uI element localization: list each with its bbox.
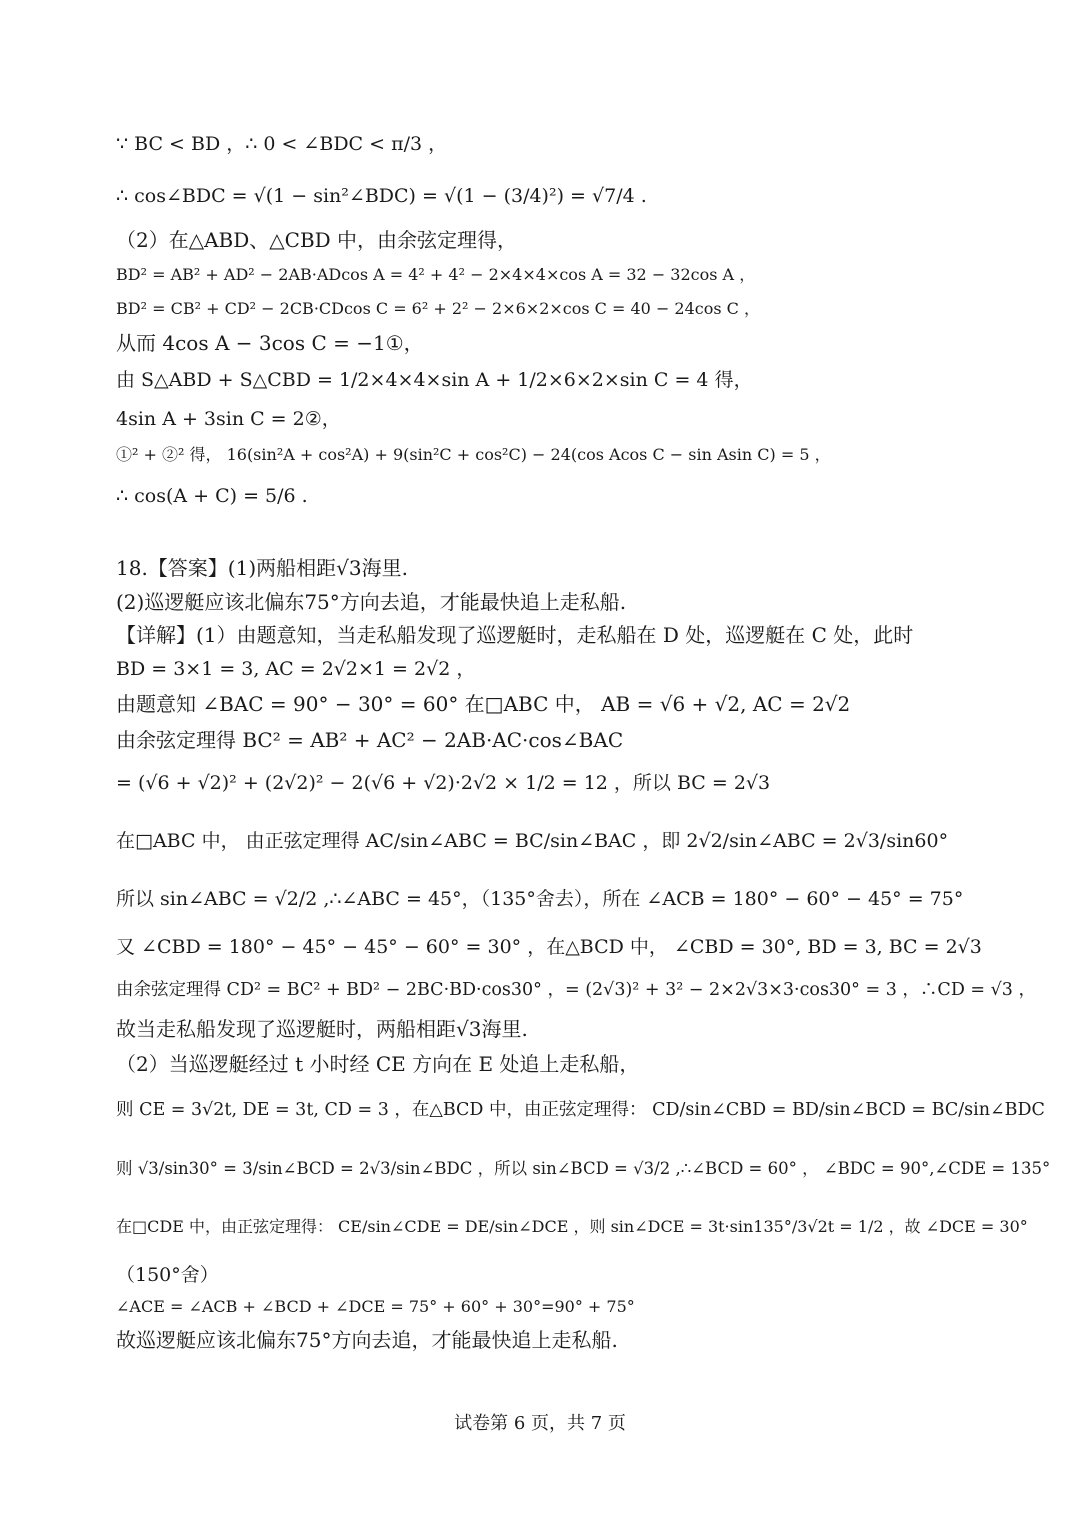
solution-line: （2）当巡逻艇经过 t 小时经 CE 方向在 E 处追上走私船，: [116, 1052, 640, 1076]
solution-line: ∵ BC < BD ，∴ 0 < ∠BDC < π/3 ，: [116, 133, 448, 155]
solution-line: ∠ACE = ∠ACB + ∠BCD + ∠DCE = 75° + 60° + 30°=90° + 75°: [116, 1297, 635, 1316]
solution-line: BD = 3×1 = 3, AC = 2√2×1 = 2√2 ，: [116, 658, 476, 680]
solution-line: 由 S△ABD + S△CBD = 1/2×4×4×sin A + 1/2×6×2×sin C = 4 得，: [116, 369, 753, 391]
solution-line: 故巡逻艇应该北偏东75°方向去追，才能最快追上走私船.: [116, 1328, 618, 1352]
solution-line: 所以 sin∠ABC = √2/2 ,∴∠ABC = 45°，（135°舍去），所在 ∠ACB = 180° − 60° − 45° = 75°: [116, 888, 964, 910]
solution-line: 由题意知 ∠BAC = 90° − 30° = 60° 在□ABC 中， AB = √6 + √2, AC = 2√2: [116, 692, 851, 716]
solution-line: BD² = CB² + CD² − 2CB·CDcos C = 6² + 2² − 2×6×2×cos C = 40 − 24cos C ，: [116, 299, 761, 318]
detail-heading: 【详解】(1）由题意知，当走私船发现了巡逻艇时，走私船在 D 处，巡逻艇在 C 处，此时: [116, 623, 914, 647]
solution-line: 由余弦定理得 BC² = AB² + AC² − 2AB·AC·cos∠BAC: [116, 728, 624, 752]
solution-line: 在□ABC 中， 由正弦定理得 AC/sin∠ABC = BC/sin∠BAC ，即 2√2/sin∠ABC = 2√3/sin60°: [116, 830, 949, 852]
solution-line: 由余弦定理得 CD² = BC² + BD² − 2BC·BD·cos30° ，= (2√3)² + 3² − 2×2√3×3·cos30° = 3 ，∴CD = √3 ，: [116, 980, 1036, 1000]
solution-line: ①² + ②² 得， 16(sin²A + cos²A) + 9(sin²C + cos²C) − 24(cos Acos C − sin Asin C) = 5 ，: [116, 445, 831, 464]
solution-line: （2）在△ABD、△CBD 中，由余弦定理得，: [116, 228, 518, 252]
solution-line: BD² = AB² + AD² − 2AB·ADcos A = 4² + 4² − 2×4×4×cos A = 32 − 32cos A ，: [116, 265, 756, 284]
solution-line: 故当走私船发现了巡逻艇时，两船相距√3海里.: [116, 1017, 528, 1041]
solution-line: 从而 4cos A − 3cos C = −1①，: [116, 331, 424, 355]
answer-heading: 18.【答案】(1)两船相距√3海里.: [116, 556, 408, 580]
solution-line: （150°舍）: [116, 1264, 219, 1286]
solution-line: = (√6 + √2)² + (2√2)² − 2(√6 + √2)·2√2 × 1/2 = 12 ，所以 BC = 2√3: [116, 772, 771, 794]
solution-line: 又 ∠CBD = 180° − 45° − 45° − 60° = 30° ，在△BCD 中， ∠CBD = 30°, BD = 3, BC = 2√3: [116, 936, 982, 958]
solution-line: 则 √3/sin30° = 3/sin∠BCD = 2√3/sin∠BDC ，所以 sin∠BCD = √3/2 ,∴∠BCD = 60° ， ∠BDC = 90°,∠CDE = 135°: [116, 1159, 1051, 1178]
solution-line: 4sin A + 3sin C = 2②，: [116, 408, 341, 430]
solution-line: ∴ cos(A + C) = 5/6 .: [116, 485, 308, 507]
page-footer: 试卷第 6 页，共 7 页: [454, 1413, 626, 1434]
solution-line: 在□CDE 中，由正弦定理得： CE/sin∠CDE = DE/sin∠DCE ，则 sin∠DCE = 3t·sin135°/3√2t = 1/2 ，故 ∠DCE = 30°: [116, 1217, 1028, 1236]
answer-line: (2)巡逻艇应该北偏东75°方向去追，才能最快追上走私船.: [116, 590, 627, 614]
solution-line: ∴ cos∠BDC = √(1 − sin²∠BDC) = √(1 − (3/4)²) = √7/4 .: [116, 185, 647, 207]
solution-line: 则 CE = 3√2t, DE = 3t, CD = 3 ，在△BCD 中，由正弦定理得： CD/sin∠CBD = BD/sin∠BCD = BC/sin∠BDC: [116, 1100, 1045, 1120]
